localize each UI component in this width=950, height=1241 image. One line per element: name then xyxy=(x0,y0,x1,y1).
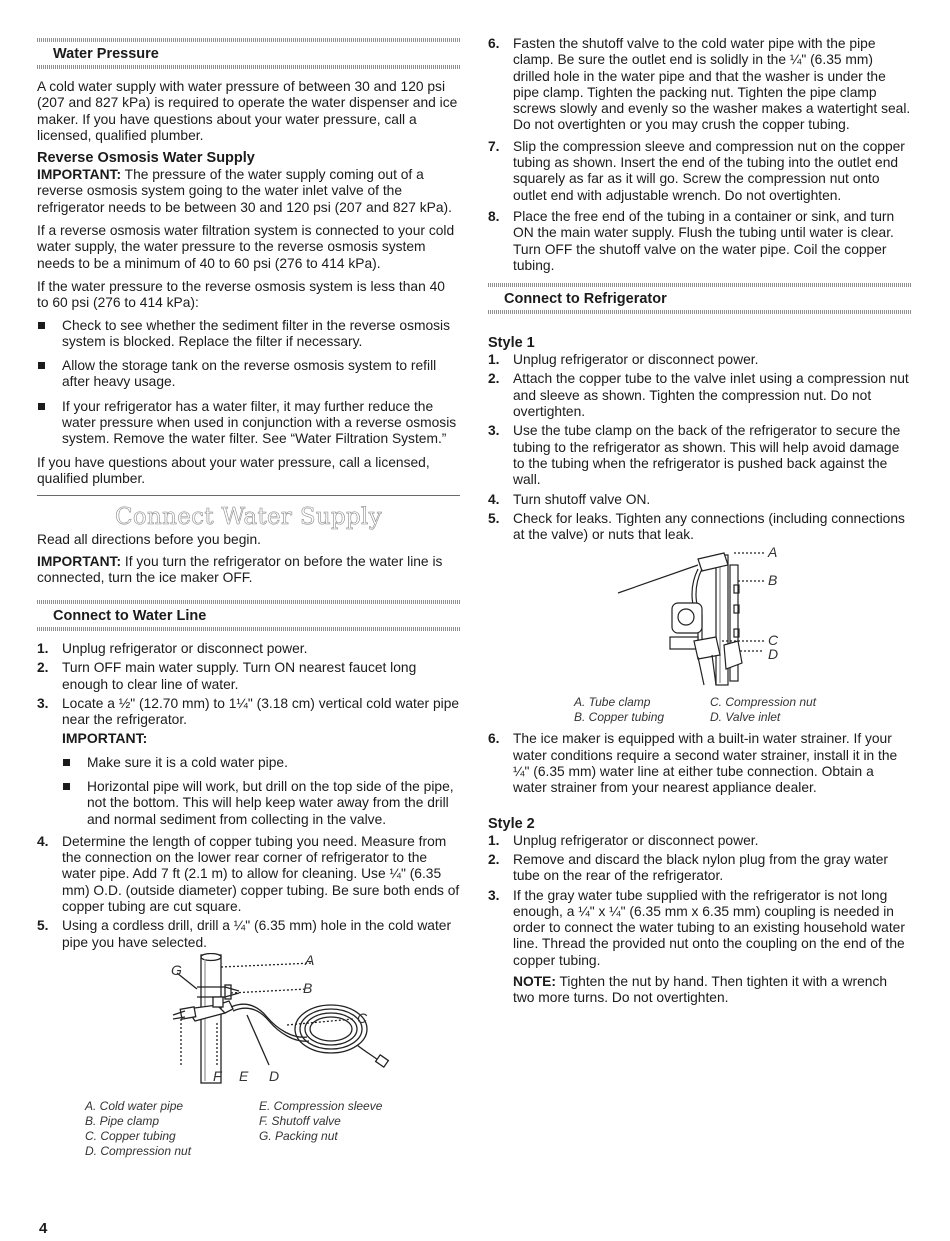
callout-label: E xyxy=(239,1067,249,1084)
legend-item: B. Copper tubing xyxy=(574,710,665,725)
water-line-steps xyxy=(37,834,460,951)
connect-water-supply-title: Connect Water Supply xyxy=(115,504,382,531)
style1-heading: Style 1 xyxy=(488,335,535,352)
divider xyxy=(37,495,460,496)
list-item: Horizontal pipe will work, but drill on the top side of the pipe, not the bottom. This will help keep water away from the drill and normal sediment from collecting in the valve. xyxy=(62,779,460,828)
legend-item: C. Copper tubing xyxy=(85,1128,176,1143)
callout-label: D xyxy=(768,646,779,663)
callout-label: A xyxy=(305,952,315,968)
connect-fridge-heading: Connect to Refrigerator xyxy=(504,291,667,308)
legend-item: A. Tube clamp xyxy=(574,695,651,710)
bullet-square-icon xyxy=(63,783,70,790)
list-item: 1. Unplug refrigerator or disconnect power. xyxy=(37,641,308,657)
list-item: 7. Slip the compression sleeve and compression nut on the copper tubing as shown. Insert the end of the tubing into the outlet end squarely as far as it will go. Screw the compression nut onto outlet end with adjustable wrench. Do not overtighten. xyxy=(488,138,905,203)
legend-item: G. Packing nut xyxy=(259,1128,338,1143)
style1-steps xyxy=(488,731,911,796)
callout-label: G xyxy=(171,961,182,978)
figure-legend xyxy=(37,1099,460,1163)
water-pressure-intro: A cold water supply with water pressure of between 30 and 120 psi (207 and 827 kPa) is required to operate the water dispenser and ice maker. If you have questions about your water pressure, call a licensed, qualified plumber. xyxy=(37,79,458,143)
list-item: 5. Check for leaks. Tighten any connections (including connections at the valve) or nuts that leak. xyxy=(488,510,905,543)
section-rule-bottom xyxy=(37,65,460,69)
water-pressure-heading: Water Pressure xyxy=(53,46,159,62)
style2-heading: Style 2 xyxy=(488,815,535,832)
list-item: 1. Unplug refrigerator or disconnect power. xyxy=(488,832,759,848)
right-column xyxy=(488,0,911,1007)
list-item: 2. Attach the copper tube to the valve inlet using a compression nut and sleeve as shown. Tighten the compression nut. Do not overtighten. xyxy=(488,371,909,420)
section-rule-bottom xyxy=(37,627,460,631)
shutoff-valve-diagram xyxy=(117,953,447,1103)
water-line-steps-continued xyxy=(488,36,911,274)
list-item: 6. Fasten the shutoff valve to the cold water pipe with the pipe clamp. Be sure the outlet end is solidly in the ¼" (6.35 mm) drilled hole in the water pipe and that the washer is under the pipe clamp. Tighten the packing nut. Tighten the pipe clamp screws slowly and evenly so the washer makes a watertight seal. Do not overtighten or you may crush the copper tubing. xyxy=(488,36,911,133)
list-item: Check to see whether the sediment filter in the reverse osmosis system is blocked. Replace the filter if necessary. xyxy=(37,318,460,351)
page-number: 4 xyxy=(39,1220,48,1237)
list-item: Allow the storage tank on the reverse osmosis system to refill after heavy usage. xyxy=(37,358,460,391)
list-item: 2. Turn OFF main water supply. Turn ON nearest faucet long enough to clear line of water. xyxy=(37,660,417,692)
list-item: 3. If the gray water tube supplied with the refrigerator is not long enough, a ¼" x ¼" (6.35 mm x 6.35 mm) coupling is needed in order to connect the water tubing to an existing household water line. Thread the provided nut onto the coupling on the end of the copper tubing. xyxy=(488,887,905,968)
list-item: 5. Using a cordless drill, drill a ¼" (6.35 mm) hole in the cold water pipe you have selected. xyxy=(37,918,452,950)
list-item: 8. Place the free end of the tubing in a container or sink, and turn ON the main water supply. Flush the tubing until water is clear. Turn OFF the shutoff valve on the water pipe. Coil the copper tubing. xyxy=(488,208,895,273)
style2-steps xyxy=(488,833,911,969)
legend-item: A. Cold water pipe xyxy=(85,1098,184,1113)
list-item: 3. Locate a ½" (12.70 mm) to 1¼" (3.18 cm) vertical cold water pipe near the refrigerator. xyxy=(37,696,460,728)
callout-label: B xyxy=(768,572,778,589)
important-bullet-list xyxy=(62,755,460,828)
ro-paragraph: If a reverse osmosis water filtration system is connected to your cold water supply, the water pressure to the reverse osmosis system needs to be a minimum of 40 to 60 psi (276 to 414 kPa). xyxy=(37,223,455,271)
list-item: 2. Remove and discard the black nylon plug from the gray water tube on the rear of the refrigerator. xyxy=(488,851,889,884)
left-column xyxy=(37,0,460,1163)
legend-item: B. Pipe clamp xyxy=(85,1113,160,1128)
note-label: NOTE: xyxy=(513,973,556,989)
legend-item: D. Valve inlet xyxy=(710,710,781,725)
legend-item: D. Compression nut xyxy=(85,1143,192,1158)
important-label: IMPORTANT: xyxy=(62,729,148,746)
valve-inlet-diagram xyxy=(598,545,858,695)
list-item: Make sure it is a cold water pipe. xyxy=(62,755,460,771)
list-item: 1. Unplug refrigerator or disconnect power. xyxy=(488,352,759,368)
bullet-square-icon xyxy=(38,322,45,329)
legend-item: F. Shutoff valve xyxy=(259,1113,341,1128)
style1-steps xyxy=(488,352,911,543)
supply-important: IMPORTANT: If you turn the refrigerator on before the water line is connected, turn the ice maker OFF. xyxy=(37,553,443,585)
legend-item: E. Compression sleeve xyxy=(259,1098,383,1113)
bullet-square-icon xyxy=(38,362,45,369)
style2-note: NOTE: Tighten the nut by hand. Then tighten it with a wrench two more turns. Do not overtighten. xyxy=(513,973,888,1006)
read-directions: Read all directions before you begin. xyxy=(37,532,261,548)
important-label: IMPORTANT: xyxy=(37,167,122,183)
callout-label: A xyxy=(768,545,778,561)
water-line-steps xyxy=(37,641,460,728)
ro-paragraph: If the water pressure to the reverse osmosis system is less than 40 to 60 psi (276 to 414 kPa): xyxy=(37,278,445,311)
callout-label: F xyxy=(213,1067,222,1084)
callout-label: B xyxy=(303,979,313,996)
water-line-heading: Connect to Water Line xyxy=(53,608,207,625)
list-item: If your refrigerator has a water filter, it may further reduce the water pressure when used in conjunction with a reverse osmosis system. Remove the water filter. See “Water Filtration System.” xyxy=(37,399,460,448)
figure-legend xyxy=(488,695,911,729)
list-item: 4. Turn shutoff valve ON. xyxy=(488,491,651,507)
section-rule-bottom xyxy=(488,310,911,314)
callout-label: C xyxy=(768,632,779,649)
ro-important xyxy=(37,167,460,216)
legend-item: C. Compression nut xyxy=(710,695,817,710)
callout-label: D xyxy=(269,1067,280,1084)
callout-label: C xyxy=(357,1009,368,1026)
important-label: IMPORTANT: xyxy=(37,553,122,569)
list-item: 3. Use the tube clamp on the back of the refrigerator to secure the tubing to the refrigerator as shown. This will help avoid damage to the tubing when the refrigerator is pushed back against the wall. xyxy=(488,423,901,488)
list-item: 6. The ice maker is equipped with a built-in water strainer. If your water conditions require a second water strainer, install it in the ¼" (6.35 mm) water line at either tube connection. Obtain a water strainer from your nearest appliance dealer. xyxy=(488,731,898,796)
bullet-square-icon xyxy=(38,403,45,410)
ro-heading: Reverse Osmosis Water Supply xyxy=(37,150,255,167)
list-item: 4. Determine the length of copper tubing you need. Measure from the connection on the lower rear corner of refrigerator to the water pipe. Add 7 ft (2.1 m) to allow for cleaning. Use ¼" (6.35 mm) O.D. (outside diameter) copper tubing. Be sure both ends of copper tubing are cut square. xyxy=(37,833,460,914)
water-pressure-closing: If you have questions about your water pressure, call a licensed, qualified plumber. xyxy=(37,454,430,486)
ro-bullet-list xyxy=(37,318,460,448)
ro-important-text: The pressure of the water supply coming out of a reverse osmosis system going to the water inlet valve of the refrigerator needs to be between 30 and 120 psi (207 and 827 kPa). xyxy=(37,167,452,215)
bullet-square-icon xyxy=(63,759,70,766)
